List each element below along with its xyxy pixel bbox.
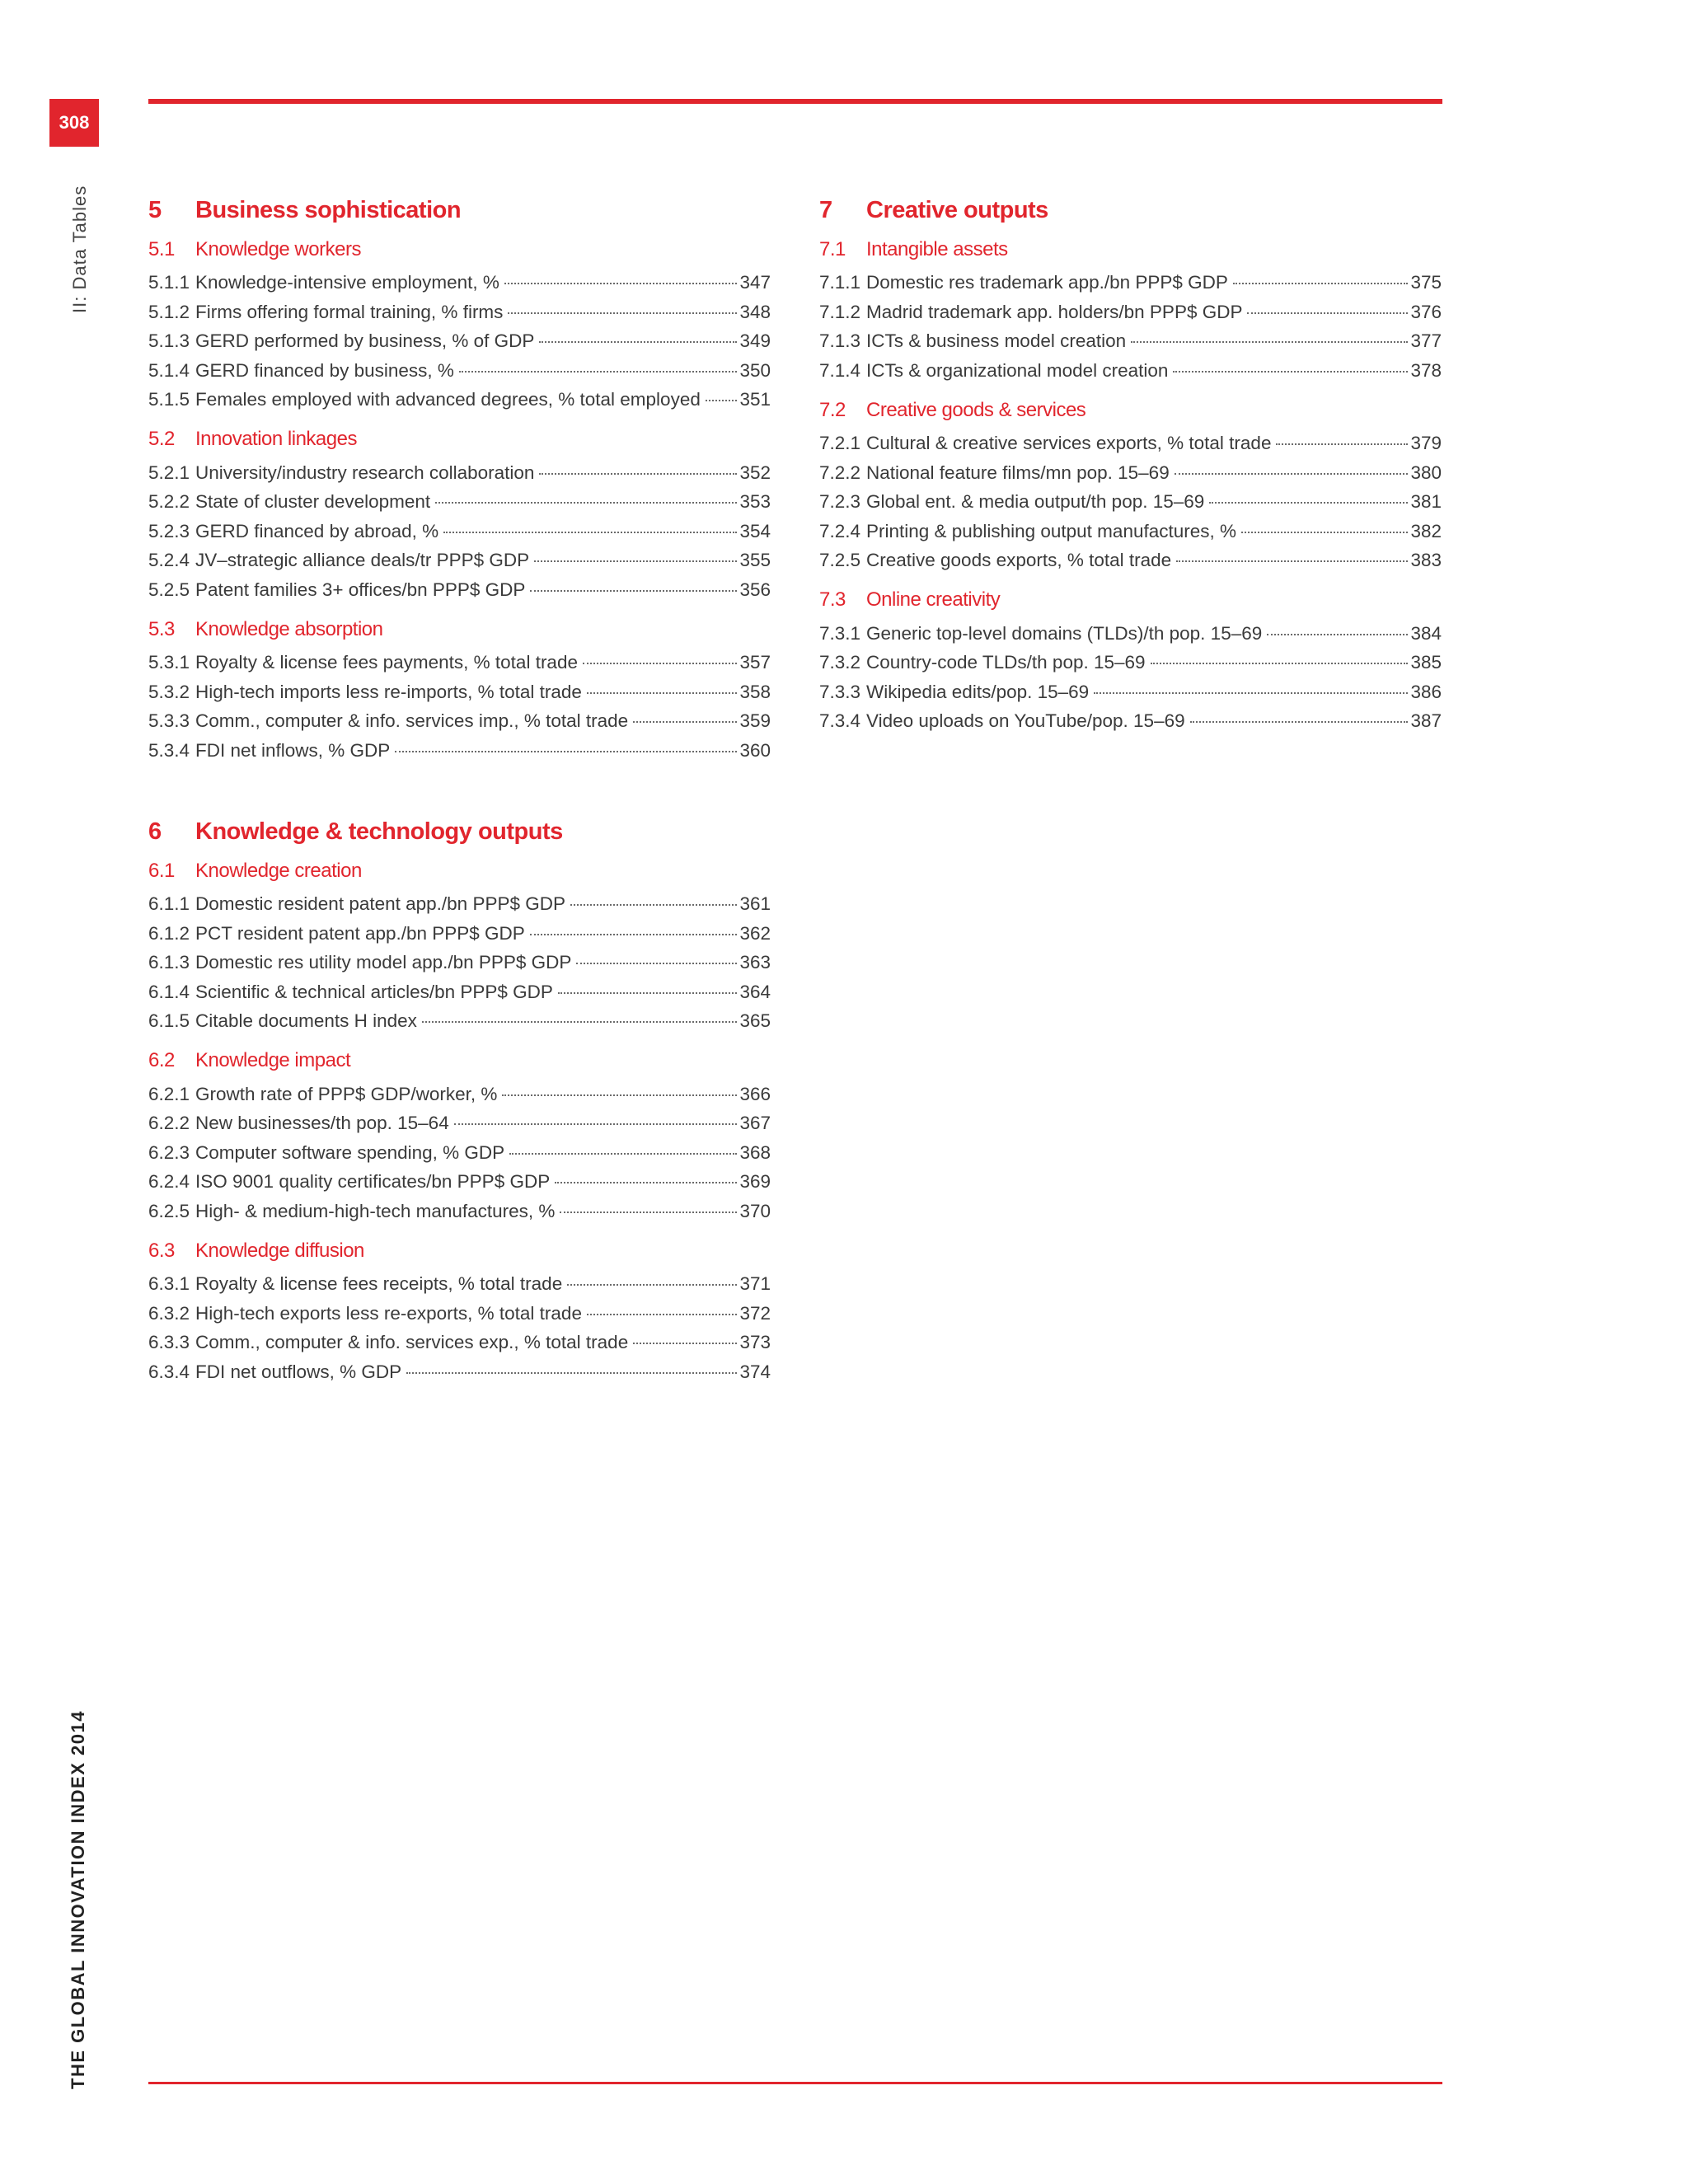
dot-leader (508, 312, 737, 314)
toc-entry[interactable] (148, 268, 771, 298)
sub-pillar-title: Online creativity (866, 588, 1001, 611)
page-reference: 381 (1410, 491, 1442, 512)
page-reference: 376 (1410, 301, 1442, 322)
dot-leader (422, 1021, 738, 1023)
indicator-number: 6.1.5 (148, 1010, 190, 1031)
page-reference: 357 (739, 652, 771, 673)
dot-leader (509, 1153, 737, 1155)
indicator-number: 6.1.2 (148, 922, 190, 944)
indicator-name: Creative goods exports, % total trade (866, 550, 1172, 570)
indicator-number: 5.2.4 (148, 550, 190, 570)
dot-leader (530, 934, 738, 935)
pillar-number: 7 (819, 197, 832, 223)
indicator-name: Royalty & license fees payments, % total trade (195, 652, 578, 673)
dot-leader (583, 663, 737, 664)
indicator-number: 6.3.1 (148, 1273, 190, 1294)
indicator-number: 7.1.2 (819, 301, 861, 322)
sub-pillar-number: 6.3 (148, 1239, 175, 1262)
dot-leader (502, 1094, 737, 1096)
dot-leader (443, 532, 737, 533)
indicator-number: 7.2.4 (819, 520, 861, 541)
toc-entry[interactable] (148, 517, 771, 546)
toc-entry[interactable] (148, 1167, 771, 1197)
indicator-number: 6.2.5 (148, 1200, 190, 1221)
indicator-name: Females employed with advanced degrees, % total employed (195, 389, 701, 410)
toc-entry[interactable] (148, 977, 771, 1007)
indicator-number: 7.2.1 (819, 433, 861, 453)
indicator-number: 6.1.4 (148, 981, 190, 1002)
indicator-name: FDI net outflows, % GDP (195, 1361, 402, 1382)
indicator-name: ISO 9001 quality certificates/bn PPP$ GDP (195, 1171, 551, 1192)
sub-pillar-title: Knowledge absorption (195, 617, 383, 640)
indicator-name: Firms offering formal training, % firms (195, 301, 504, 322)
indicator-name: JV–strategic alliance deals/tr PPP$ GDP (195, 550, 530, 570)
dot-leader (539, 341, 737, 343)
dot-leader (555, 1182, 737, 1183)
toc-entry[interactable] (819, 517, 1442, 546)
toc-entry[interactable] (148, 1080, 771, 1109)
indicator-number: 7.1.3 (819, 330, 861, 351)
pillar-heading (148, 188, 771, 233)
sub-pillar-title: Knowledge creation (195, 859, 362, 882)
toc-entry[interactable] (148, 1328, 771, 1357)
indicator-number: 6.1.3 (148, 952, 190, 972)
dot-leader (1190, 721, 1409, 723)
page-reference: 378 (1410, 359, 1442, 381)
toc-entry[interactable] (148, 458, 771, 488)
page-reference: 366 (739, 1083, 771, 1104)
indicator-number: 6.2.4 (148, 1171, 190, 1192)
page-reference: 387 (1410, 710, 1442, 731)
sub-pillar-title: Knowledge impact (195, 1049, 351, 1071)
sub-pillar-group (148, 616, 771, 765)
page-reference: 377 (1410, 330, 1442, 351)
toc-entry[interactable] (148, 1357, 771, 1387)
sub-pillar-number: 5.1 (148, 237, 175, 260)
sub-pillar-group (148, 1047, 771, 1226)
toc-entry[interactable] (819, 677, 1442, 707)
indicator-number: 5.2.3 (148, 520, 190, 541)
indicator-number: 5.3.1 (148, 652, 190, 673)
bottom-rule (148, 2082, 1442, 2084)
toc-entry[interactable] (819, 648, 1442, 677)
dot-leader (1094, 692, 1408, 694)
sub-pillar-heading (148, 236, 771, 263)
page-reference: 347 (739, 272, 771, 293)
page-reference: 369 (739, 1171, 771, 1192)
indicator-number: 6.2.2 (148, 1113, 190, 1133)
toc-entry[interactable] (148, 1197, 771, 1226)
sub-pillar-heading (819, 587, 1442, 614)
toc-entry[interactable] (148, 1006, 771, 1036)
page-reference: 363 (739, 952, 771, 972)
indicator-number: 5.2.1 (148, 462, 190, 483)
page-reference: 367 (739, 1113, 771, 1133)
dot-leader (1276, 443, 1408, 445)
indicator-number: 5.3.4 (148, 739, 190, 761)
page-reference: 385 (1410, 652, 1442, 673)
sub-pillar-number: 5.2 (148, 428, 175, 450)
indicator-name: Global ent. & media output/th pop. 15–69 (866, 491, 1205, 512)
toc-entry[interactable] (148, 356, 771, 386)
sub-pillar-number: 6.1 (148, 859, 175, 882)
indicator-number: 7.3.1 (819, 622, 861, 644)
indicator-number: 5.3.2 (148, 681, 190, 702)
indicator-number: 7.2.5 (819, 550, 861, 570)
page-reference: 361 (739, 893, 771, 914)
indicator-name: ICTs & organizational model creation (866, 359, 1169, 381)
sub-pillar-heading (819, 236, 1442, 263)
top-rule (148, 99, 1442, 104)
page-reference: 359 (739, 710, 771, 731)
indicator-name: Printing & publishing output manufactures, % (866, 520, 1237, 541)
sub-pillar-heading (148, 1237, 771, 1264)
dot-leader (530, 590, 737, 592)
pillar-title: Knowledge & technology outputs (195, 818, 563, 845)
indicator-name: Country-code TLDs/th pop. 15–69 (866, 652, 1146, 673)
sub-pillar-title: Innovation linkages (195, 428, 357, 450)
page-reference: 364 (739, 981, 771, 1002)
toc-entry[interactable] (819, 706, 1442, 736)
sub-pillar-title: Creative goods & services (866, 398, 1086, 421)
indicator-name: ICTs & business model creation (866, 330, 1127, 351)
dot-leader (1241, 532, 1408, 533)
toc-left-column (148, 188, 771, 1408)
page-reference: 352 (739, 462, 771, 483)
indicator-number: 7.2.2 (819, 462, 861, 483)
dot-leader (633, 1343, 737, 1344)
page-number-badge: 308 (49, 99, 99, 147)
sub-pillar-heading (148, 857, 771, 884)
indicator-number: 6.3.4 (148, 1361, 190, 1382)
dot-leader (1175, 473, 1409, 475)
dot-leader (1131, 341, 1408, 343)
toc-entry[interactable] (148, 889, 771, 919)
page-reference: 382 (1410, 520, 1442, 541)
sub-pillar-number: 7.3 (819, 588, 846, 611)
toc-entry[interactable] (819, 429, 1442, 458)
indicator-name: GERD financed by business, % (195, 359, 454, 381)
page-reference: 355 (739, 550, 771, 570)
indicator-name: Domestic resident patent app./bn PPP$ GDP (195, 893, 565, 914)
dot-leader (1176, 560, 1408, 562)
page-reference: 360 (739, 739, 771, 761)
dot-leader (395, 751, 737, 752)
page-reference: 365 (739, 1010, 771, 1031)
indicator-name: Domestic res utility model app./bn PPP$ GDP (195, 952, 572, 972)
indicator-number: 7.3.3 (819, 681, 861, 702)
pillar-heading (819, 188, 1442, 233)
dot-leader (1233, 283, 1409, 284)
dot-leader (534, 560, 737, 562)
page-reference: 354 (739, 520, 771, 541)
indicator-number: 5.3.3 (148, 710, 190, 731)
sub-pillar-number: 5.3 (148, 617, 175, 640)
toc-entry[interactable] (819, 356, 1442, 386)
toc-entry[interactable] (819, 487, 1442, 517)
indicator-name: High-tech exports less re-exports, % total trade (195, 1302, 582, 1324)
indicator-name: Computer software spending, % GDP (195, 1141, 505, 1163)
dot-leader (587, 692, 738, 694)
toc-entry[interactable] (148, 919, 771, 949)
indicator-number: 7.2.3 (819, 491, 861, 512)
toc-entry[interactable] (819, 619, 1442, 649)
page-reference: 384 (1410, 622, 1442, 644)
indicator-number: 6.2.1 (148, 1083, 190, 1104)
indicator-number: 6.3.3 (148, 1332, 190, 1352)
dot-leader (633, 721, 737, 723)
indicator-number: 6.3.2 (148, 1302, 190, 1324)
toc-entry[interactable] (148, 487, 771, 517)
sub-pillar-number: 7.2 (819, 398, 846, 421)
indicator-number: 5.1.5 (148, 389, 190, 410)
page-reference: 349 (739, 330, 771, 351)
page-reference: 356 (739, 579, 771, 600)
pillar-title: Business sophistication (195, 197, 462, 223)
toc-entry[interactable] (148, 648, 771, 677)
dot-leader (558, 992, 738, 994)
sub-pillar-title: Knowledge workers (195, 237, 361, 260)
indicator-number: 7.1.4 (819, 359, 861, 381)
indicator-name: Comm., computer & info. services imp., % total trade (195, 710, 629, 731)
dot-leader (504, 283, 738, 284)
indicator-name: High-tech imports less re-imports, % total trade (195, 681, 582, 702)
indicator-name: Royalty & license fees receipts, % total trade (195, 1273, 563, 1294)
page-reference: 358 (739, 681, 771, 702)
sub-pillar-title: Knowledge diffusion (195, 1239, 364, 1262)
page-reference: 371 (739, 1273, 771, 1294)
indicator-name: Wikipedia edits/pop. 15–69 (866, 681, 1090, 702)
dot-leader (576, 963, 737, 964)
sub-pillar-heading (148, 426, 771, 453)
indicator-name: University/industry research collaboration (195, 462, 535, 483)
toc-entry[interactable] (148, 677, 771, 707)
toc-entry[interactable] (148, 736, 771, 766)
toc-entry[interactable] (819, 546, 1442, 575)
indicator-number: 5.2.5 (148, 579, 190, 600)
toc-entry[interactable] (148, 1299, 771, 1329)
toc-entry[interactable] (148, 706, 771, 736)
indicator-name: PCT resident patent app./bn PPP$ GDP (195, 922, 525, 944)
toc-right-column (819, 188, 1442, 757)
dot-leader (1247, 312, 1408, 314)
dot-leader (435, 502, 737, 504)
indicator-number: 5.1.2 (148, 301, 190, 322)
toc-entry[interactable] (819, 326, 1442, 356)
page-reference: 373 (739, 1332, 771, 1352)
page-reference: 351 (739, 389, 771, 410)
toc-entry[interactable] (148, 575, 771, 605)
indicator-number: 7.3.2 (819, 652, 861, 673)
pillar-title: Creative outputs (866, 197, 1048, 223)
dot-leader (1209, 502, 1408, 504)
sub-pillar-number: 7.1 (819, 237, 846, 260)
sub-pillar-title: Intangible assets (866, 237, 1008, 260)
page-reference: 380 (1410, 462, 1442, 483)
indicator-number: 7.1.1 (819, 272, 861, 293)
dot-leader (1151, 663, 1409, 664)
dot-leader (1173, 371, 1408, 373)
page-reference: 362 (739, 922, 771, 944)
dot-leader (560, 1212, 737, 1213)
page-reference: 372 (739, 1302, 771, 1324)
sub-pillar-group (819, 587, 1442, 736)
pillar-section (148, 809, 771, 1386)
indicator-name: Growth rate of PPP$ GDP/worker, % (195, 1083, 498, 1104)
dot-leader (406, 1372, 737, 1374)
sub-pillar-heading (148, 616, 771, 643)
toc-entry[interactable] (148, 1269, 771, 1299)
indicator-name: Comm., computer & info. services exp., % total trade (195, 1332, 629, 1352)
page-reference: 348 (739, 301, 771, 322)
pillar-section (148, 188, 771, 765)
sub-pillar-heading (819, 396, 1442, 424)
indicator-name: High- & medium-high-tech manufactures, % (195, 1200, 556, 1221)
page-reference: 374 (739, 1361, 771, 1382)
sub-pillar-heading (148, 1047, 771, 1075)
indicator-name: FDI net inflows, % GDP (195, 739, 391, 761)
indicator-name: Scientific & technical articles/bn PPP$ GDP (195, 981, 553, 1002)
sub-pillar-group (148, 1237, 771, 1386)
page-reference: 383 (1410, 550, 1442, 570)
page-reference: 375 (1410, 272, 1442, 293)
sub-pillar-group (819, 236, 1442, 385)
sub-pillar-group (148, 426, 771, 605)
dot-leader (570, 904, 737, 906)
indicator-name: Madrid trademark app. holders/bn PPP$ GDP (866, 301, 1243, 322)
pillar-heading (148, 809, 771, 855)
dot-leader (539, 473, 737, 475)
indicator-number: 6.2.3 (148, 1141, 190, 1163)
indicator-number: 5.1.1 (148, 272, 190, 293)
publication-title: THE GLOBAL INNOVATION INDEX 2014 (68, 1710, 88, 2089)
page-reference: 379 (1410, 433, 1442, 453)
dot-leader (567, 1284, 737, 1286)
dot-leader (1267, 634, 1408, 635)
toc-entry[interactable] (148, 385, 771, 415)
page-reference: 368 (739, 1141, 771, 1163)
section-label: II: Data Tables (69, 185, 90, 313)
dot-leader (587, 1314, 738, 1315)
indicator-name: Knowledge-intensive employment, % (195, 272, 499, 293)
page-reference: 350 (739, 359, 771, 381)
indicator-name: Citable documents H index (195, 1010, 417, 1031)
sub-pillar-group (819, 396, 1442, 575)
page-reference: 386 (1410, 681, 1442, 702)
indicator-number: 5.1.4 (148, 359, 190, 381)
indicator-number: 6.1.1 (148, 893, 190, 914)
dot-leader (454, 1123, 738, 1125)
toc-entry[interactable] (148, 298, 771, 327)
indicator-name: Patent families 3+ offices/bn PPP$ GDP (195, 579, 526, 600)
page-reference: 370 (739, 1200, 771, 1221)
sub-pillar-number: 6.2 (148, 1049, 175, 1071)
indicator-name: Video uploads on YouTube/pop. 15–69 (866, 710, 1185, 731)
sub-pillar-group (148, 236, 771, 415)
toc-entry[interactable] (148, 1108, 771, 1138)
pillar-number: 5 (148, 197, 162, 223)
page-reference: 353 (739, 491, 771, 512)
indicator-name: GERD financed by abroad, % (195, 520, 439, 541)
toc-entry[interactable] (148, 948, 771, 977)
indicator-name: Cultural & creative services exports, % total trade (866, 433, 1272, 453)
indicator-number: 7.3.4 (819, 710, 861, 731)
indicator-name: New businesses/th pop. 15–64 (195, 1113, 449, 1133)
indicator-number: 5.2.2 (148, 491, 190, 512)
dot-leader (459, 371, 738, 373)
toc-entry[interactable] (819, 458, 1442, 488)
indicator-name: GERD performed by business, % of GDP (195, 330, 535, 351)
pillar-number: 6 (148, 818, 162, 845)
toc-entry[interactable] (148, 326, 771, 356)
indicator-name: National feature films/mn pop. 15–69 (866, 462, 1170, 483)
dot-leader (706, 400, 738, 401)
toc-entry[interactable] (819, 268, 1442, 298)
toc-entry[interactable] (148, 546, 771, 575)
toc-entry[interactable] (819, 298, 1442, 327)
indicator-name: Domestic res trademark app./bn PPP$ GDP (866, 272, 1228, 293)
indicator-name: Generic top-level domains (TLDs)/th pop. 15–69 (866, 622, 1263, 644)
indicator-number: 5.1.3 (148, 330, 190, 351)
toc-entry[interactable] (148, 1138, 771, 1168)
pillar-section (819, 188, 1442, 736)
indicator-name: State of cluster development (195, 491, 431, 512)
sub-pillar-group (148, 857, 771, 1036)
